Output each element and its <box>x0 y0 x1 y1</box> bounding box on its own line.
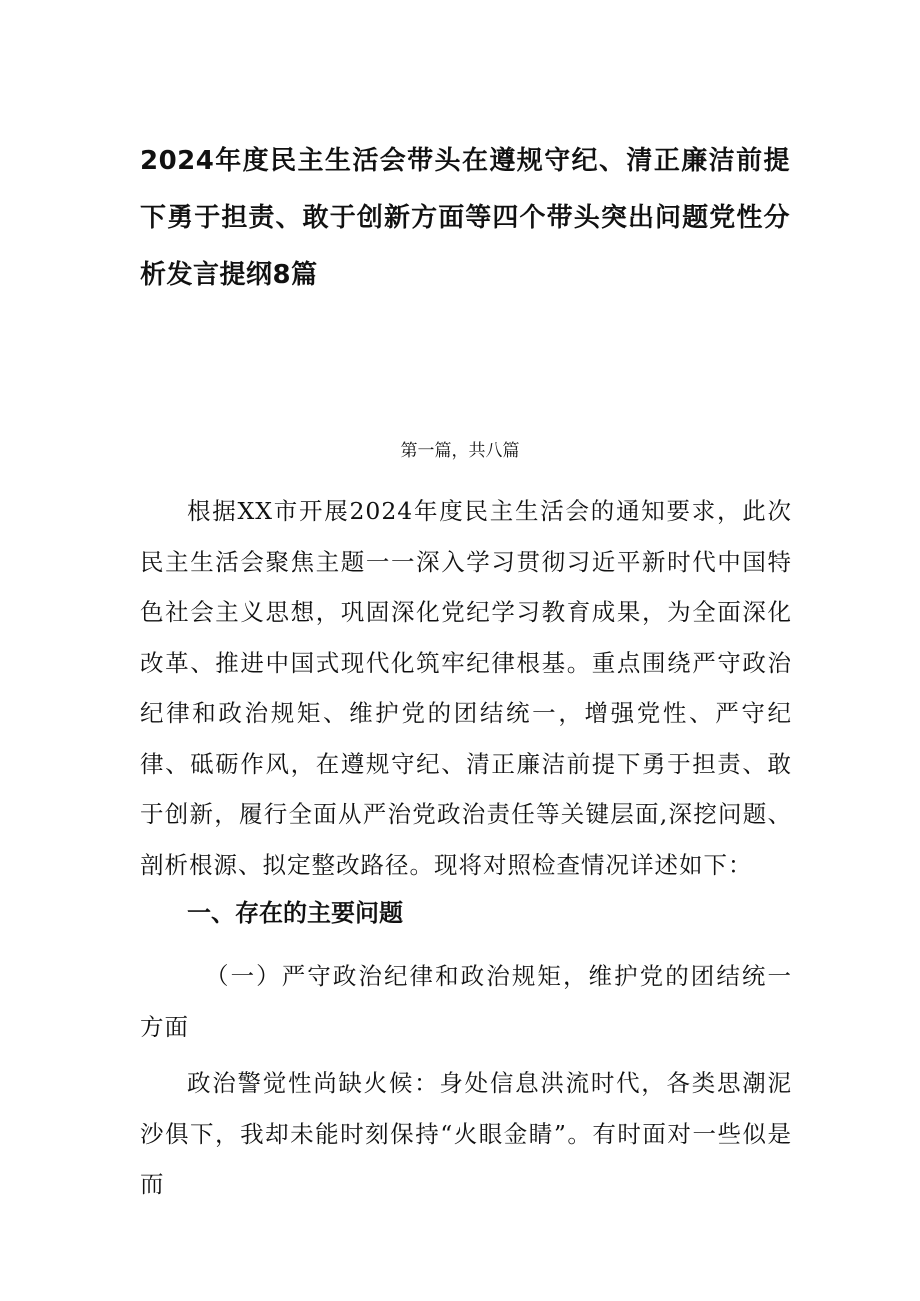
document-title: 2024年度民主生活会带头在遵规守纪、清正廉洁前提下勇于担责、敢于创新方面等四个带头突出问题党性分析发言提纲8篇 <box>140 146 790 290</box>
part-label: 第一篇，共八篇 <box>400 441 520 461</box>
intro-paragraph: 根据XX市开展2024年度民主生活会的通知要求，此次民主生活会聚焦主题一一深入学习贯彻习近平新时代中国特色社会主义思想，巩固深化党纪学习教育成果，为全面深化改革、推进中国式现代化筑牢纪律根基。重点围绕严守政治纪律和政治规矩、维护党的团结统一，增强党性、严守纪律、砥砺作风，在遵规守纪、清正廉洁前提下勇于担责、敢于创新，履行全面从严治党政治责任等关键层面,深挖问题、剖析根源、拟定整改路径。现将对照检查情况详述如下： <box>140 497 792 879</box>
section-heading: 一、存在的主要问题 <box>187 899 403 927</box>
body-paragraph: 政治警觉性尚缺火候：身处信息洪流时代，各类思潮泥沙俱下，我却未能时刻保持“火眼金睛”。有时面对一些似是而 <box>140 1069 792 1198</box>
subsection-heading: （一）严守政治纪律和政治规矩，维护党的团结统一方面 <box>140 962 792 1041</box>
